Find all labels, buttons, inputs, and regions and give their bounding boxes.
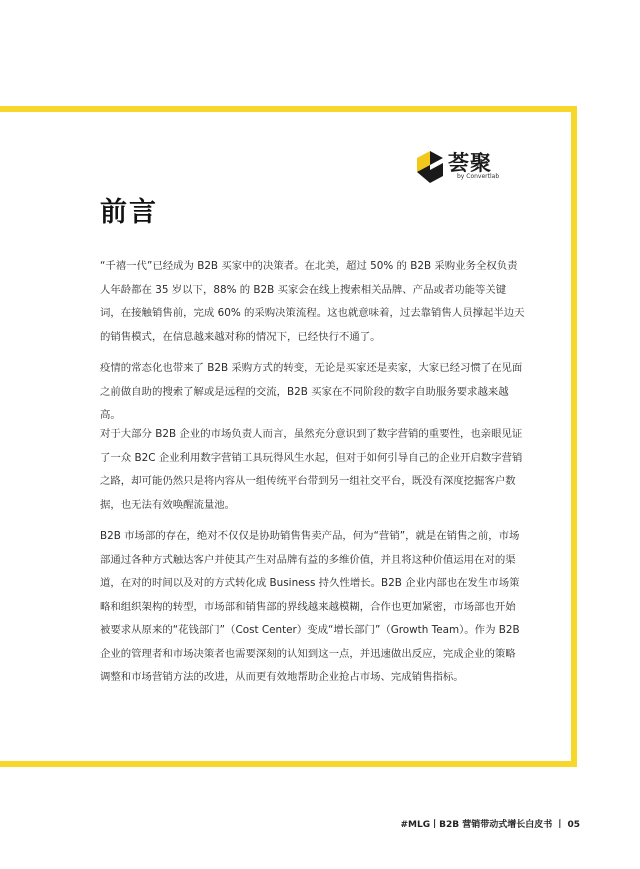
paragraph-3: 对于大部分 B2B 企业的市场负责人而言，虽然充分意识到了数字营销的重要性，也亲眼见证了一众 B2C 企业利用数字营销工具玩得风生水起，但对于如何引导自己的企业开启数字营销之路，却可能仍然只是将内容从一组传统平台带到另一组社交平台，既没有深度挖掘客户数据，也无法有效唤醒流量池。 [100,428,523,511]
page-title: 前言 [100,197,158,228]
brand-mark-icon [415,150,445,184]
paragraph-4: B2B 市场部的存在，绝对不仅仅是协助销售售卖产品，何为“营销”，就是在销售之前，市场部通过各种方式触达客户并使其产生对品牌有益的多维价值，并且将这种价值运用在对的渠道，在对的时间以及对的方式转化成 Business 持久性增长。B2B 企业内部也在发生市场策略和组织架构的转型，市场部和销售部的界线越来越模糊，合作也更加紧密，市场部也开始被要求从原来的“花钱部门”（Cost Center）变成“增长部门”（Growth Team）。作为 B2B 企业的管理者和市场决策者也需要深刻的认知到这一点，并迅速做出反应，完成企业的策略调整和市场营销方法的改进，从而更有效地帮助企业抢占市场、完成销售指标。 [100,530,520,683]
paragraph-1: “千禧一代”已经成为 B2B 买家中的决策者。在北美，超过 50% 的 B2B 采购业务全权负责人年龄都在 35 岁以下，88% 的 B2B 买家会在线上搜索相关品牌、产品或者功能等关键词，在接触销售前，完成 60% 的采购决策流程。这也就意味着，过去靠销售人员撑起半边天的销售模式，在信息越来越对称的情况下，已经快行不通了。 [100,260,525,343]
page-footer: #MLG丨B2B 营销带动式增长白皮书 丨 05 [400,820,580,830]
brand-name: 荟聚 [448,151,492,175]
frame-right-border [571,106,577,767]
brand-subtitle: by Convertlab [457,173,500,180]
frame-top-border [0,106,577,112]
paragraph-2: 疫情的常态化也带来了 B2B 采购方式的转变，无论是买家还是卖家，大家已经习惯了在见面之前做自助的搜索了解或是远程的交流，B2B 买家在不同阶段的数字自助服务要求越来越高。 [100,362,523,421]
brand-logo [415,150,510,186]
frame-bottom-border [0,761,577,767]
